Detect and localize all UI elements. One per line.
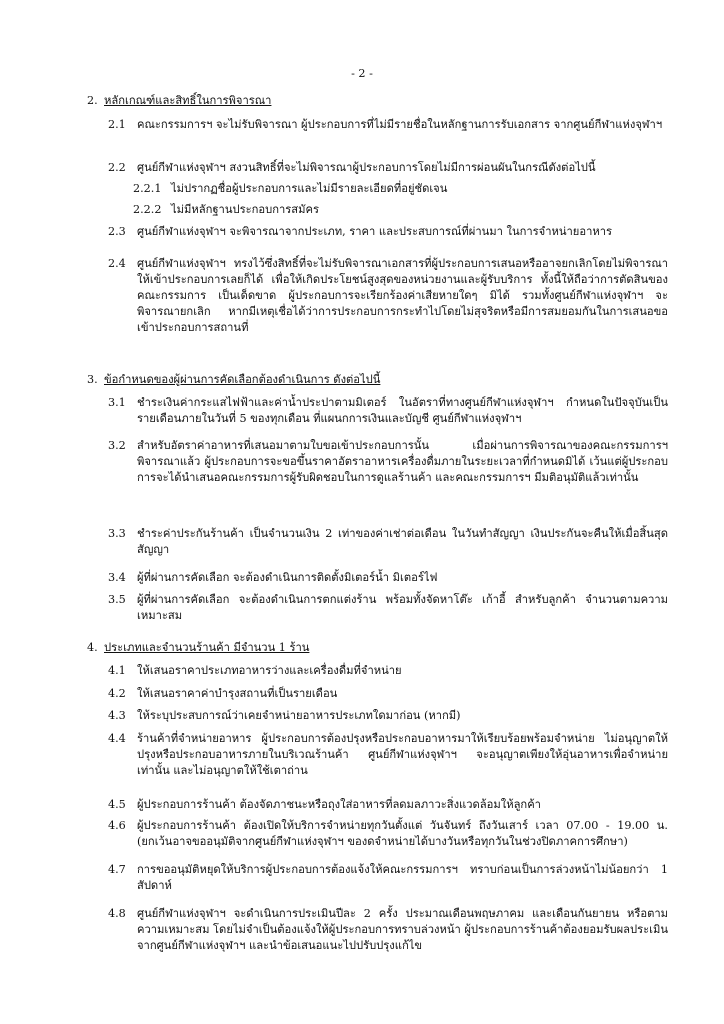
item-text: ให้ระบุประสบการณ์ว่าเคยจำหน่ายอาหารประเภทใดมาก่อน (หากมี) [137,709,461,722]
item-number: 3.3 [108,527,126,540]
item-number: 4.8 [108,907,126,920]
item-text: ผู้ประกอบการร้านค้า ต้องเปิดให้บริการจำหน่ายทุกวันตั้งแต่ วันจันทร์ ถึงวันเสาร์ เวลา 07.00 - 19.00 น. (ยกเว้นอาจขออนุมัติจากศูนย์กีฬาแห่งจุฬาฯ ของดจำหน่ายได้บางวันหรือทุกวันในช่วงปิดภาคการศึกษา) [137,819,668,848]
list-item [108,663,668,679]
sub-list-item [133,202,653,218]
item-text: ศูนย์กีฬาแห่งจุฬาฯ สงวนสิทธิ์ที่จะไม่พิจารณาผู้ประกอบการโดยไม่มีการผ่อนผันในกรณีดังต่อไปนี้ [137,161,596,174]
item-number: 2.3 [108,225,126,238]
section-number: 4. [87,641,98,654]
item-text: ให้เสนอราคาค่าบำรุงสถานที่เป็นรายเดือน [137,687,338,700]
item-number: 2.4 [108,257,126,270]
item-number: 2.1 [108,118,126,131]
list-item [108,686,668,702]
item-text: ชำระค่าประกันร้านค้า เป็นจำนวนเงิน 2 เท่าของค่าเช่าต่อเดือน ในวันทำสัญญา เงินประกันจะคืนให้เมื่อสิ้นสุดสัญญา [137,527,668,556]
item-text: ศูนย์กีฬาแห่งจุฬาฯ จะพิจารณาจากประเภท, ราคา และประสบการณ์ที่ผ่านมา ในการจำหน่ายอาหาร [137,225,613,238]
item-text: ผู้ที่ผ่านการคัดเลือก จะต้องดำเนินการตกแต่งร้าน พร้อมทั้งจัดหาโต๊ะ เก้าอี้ สำหรับลูกค้า จำนวนตามความเหมาะสม [137,593,668,622]
item-number: 4.1 [108,664,126,677]
sub-item-text: ไม่ปรากฏชื่อผู้ประกอบการและไม่มีรายละเอียดที่อยู่ชัดเจน [171,182,448,195]
list-item [108,731,668,779]
list-item [108,570,668,586]
item-number: 3.5 [108,593,126,606]
section-title: ข้อกำหนดของผู้ผ่านการคัดเลือกต้องดำเนินการ ดังต่อไปนี้ [104,373,381,386]
section-title: ประเภทและจำนวนร้านค้า มีจำนวน 1 ร้าน [104,641,310,654]
list-item [108,256,668,336]
list-item [108,438,668,486]
list-item [108,862,668,894]
item-number: 3.4 [108,571,126,584]
list-item [108,395,668,427]
item-number: 4.7 [108,863,126,876]
item-number: 4.3 [108,709,126,722]
item-text: ชำระเงินค่ากระแสไฟฟ้าและค่าน้ำประปาตามมิเตอร์ ในอัตราที่ทางศูนย์กีฬาแห่งจุฬาฯ กำหนดในปัจจุบันเป็นรายเดือนภายในวันที่ 5 ของทุกเดือน ที่แผนกการเงินและบัญชี ศูนย์กีฬาแห่งจุฬาฯ [137,396,668,425]
list-item [108,117,668,133]
item-text: ให้เสนอราคาประเภทอาหารว่างและเครื่องดื่มที่จำหน่าย [137,664,402,677]
list-item [108,708,668,724]
item-number: 4.6 [108,819,126,832]
item-text: ศูนย์กีฬาแห่งจุฬาฯ ทรงไว้ซึ่งสิทธิ์ที่จะไม่รับพิจารณาเอกสารที่ผู้ประกอบการเสนอหรืออาจยกเลิกโดยไม่พิจารณาให้เข้าประกอบการเลยก็ได้ เพื่อให้เกิดประโยชน์สูงสุดของหน่วยงานและผู้รับบริการ ทั้งนี้ให้ถือว่าการตัดสินของคณะกรรมการ เป็นเด็ดขาด ผู้ประกอบการจะเรียกร้องค่าเสียหายใดๆ มิได้ รวมทั้งศูนย์กีฬาแห่งจุฬาฯ จะพิจารณายกเลิก หากมีเหตุเชื่อได้ว่าการประกอบการกระทำไปโดยไม่สุจริตหรือมีการสมยอมกันในการเสนอขอเข้าประกอบการสถานที่ [137,257,668,334]
item-text: คณะกรรมการฯ จะไม่รับพิจารณา ผู้ประกอบการที่ไม่มีรายชื่อในหลักฐานการรับเอกสาร จากศูนย์กีฬาแห่งจุฬาฯ [137,118,663,131]
item-number: 4.2 [108,687,126,700]
item-text: ร้านค้าที่จำหน่ายอาหาร ผู้ประกอบการต้องปรุงหรือประกอบอาหารมาให้เรียบร้อยพร้อมจำหน่าย ไม่อนุญาตให้ปรุงหรือประกอบอาหารภายในบริเวณร้านค้า ศูนย์กีฬาแห่งจุฬาฯ จะอนุญาตเพียงให้อุ่นอาหารเพื่อจำหน่ายเท่านั้น และไม่อนุญาตให้ใช้เตาถ่าน [137,732,668,777]
list-item [108,160,668,176]
section-number: 2. [87,94,98,107]
item-text: สำหรับอัตราค่าอาหารที่เสนอมาตามใบขอเข้าประกอบการนั้น เมื่อผ่านการพิจารณาของคณะกรรมการฯ พิจารณาแล้ว ผู้ประกอบการจะขอขึ้นราคาอัตราอาหารเครื่องดื่มภายในระยะเวลาที่กำหนดมิได้ เว้นแต่ผู้ประกอบการจะได้นำเสนอคณะกรรมการผู้รับผิดชอบในการดูแลร้านค้า และคณะกรรมการฯ มีมติอนุมัติแล้วเท่านั้น [137,439,668,484]
item-text: ผู้ที่ผ่านการคัดเลือก จะต้องดำเนินการติดตั้งมิเตอร์น้ำ มิเตอร์ไฟ [137,571,438,584]
item-number: 4.4 [108,732,126,745]
sub-item-number: 2.2.1 [133,182,162,195]
item-text: การขออนุมัติหยุดให้บริการผู้ประกอบการต้องแจ้งให้คณะกรรมการฯ ทราบก่อนเป็นการล่วงหน้าไม่น้อยกว่า 1 สัปดาห์ [137,863,668,892]
item-number: 4.5 [108,798,126,811]
sub-item-text: ไม่มีหลักฐานประกอบการสมัคร [171,203,319,216]
sub-item-number: 2.2.2 [133,203,162,216]
page-number: - 2 - [351,67,373,80]
section-title: หลักเกณฑ์และสิทธิ์ในการพิจารณา [104,94,272,107]
section-number: 3. [87,373,98,386]
list-item [108,906,668,954]
item-text: ผู้ประกอบการร้านค้า ต้องจัดภาชนะหรือถุงใส่อาหารที่ลดมลภาวะสิ่งแวดล้อมให้ลูกค้า [137,798,541,811]
list-item [108,818,668,850]
item-number: 3.1 [108,396,126,409]
sub-list-item [133,181,653,197]
item-number: 2.2 [108,161,126,174]
item-number: 3.2 [108,439,126,452]
list-item [108,224,668,240]
item-text: ศูนย์กีฬาแห่งจุฬาฯ จะดำเนินการประเมินปีละ 2 ครั้ง ประมาณเดือนพฤษภาคม และเดือนกันยายน หรือตามความเหมาะสม โดยไม่จำเป็นต้องแจ้งให้ผู้ประกอบการทราบล่วงหน้า ผู้ประกอบการร้านค้าต้องยอมรับผลประเมินจากศูนย์กีฬาแห่งจุฬาฯ และนำข้อเสนอแนะไปปรับปรุงแก้ไข [137,907,668,952]
list-item [108,526,668,558]
list-item [108,592,668,624]
list-item [108,797,668,813]
